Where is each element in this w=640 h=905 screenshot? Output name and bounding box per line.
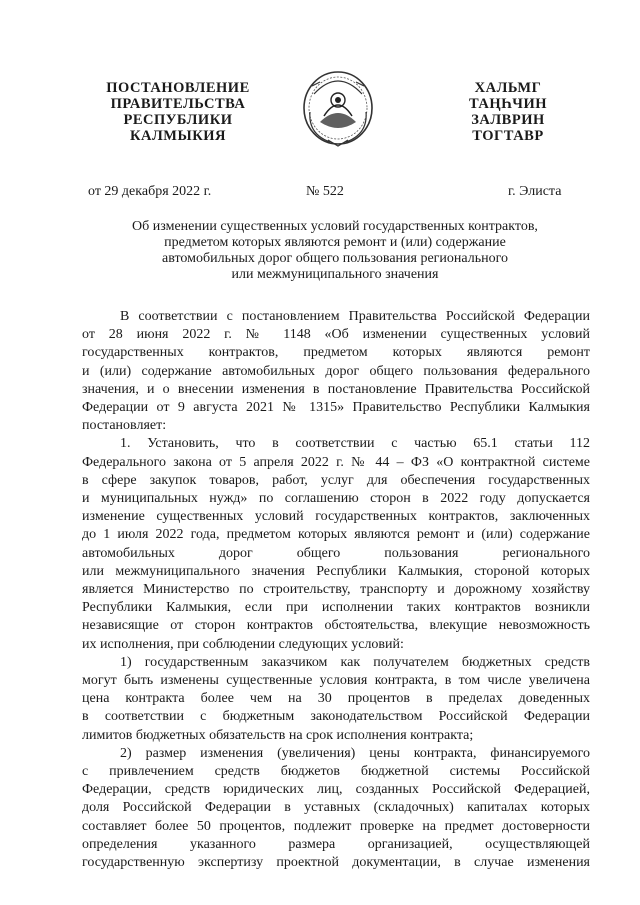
body-line: изменение существенных условий государственных контрактов, заключенных	[82, 509, 590, 525]
body-line: является Министерство по строительству, транспорту и дорожному хозяйству	[82, 582, 590, 598]
header-left-line: РЕСПУБЛИКИ	[123, 112, 233, 128]
body-line: государственных контрактов, предметом которых являются ремонт	[82, 345, 590, 361]
body-line: и муниципальных нужд» по соглашению сторон в 2022 году допускается	[82, 491, 590, 507]
body-line: определения указанного размера организацией, осуществляющей	[82, 836, 590, 852]
body-line: от 28 июня 2022 г. № 1148 «Об изменении существенных условий	[82, 327, 590, 343]
body-line: значения, и о внесении изменения в постановление Правительства Российской	[82, 381, 590, 397]
decree-body	[82, 308, 590, 872]
header-right-title	[448, 80, 568, 144]
body-line: в сфере закупок товаров, работ, услуг для обеспечения государственных	[82, 472, 590, 488]
decree-city: г. Элиста	[508, 184, 562, 199]
body-line: 1) государственным заказчиком как получателем бюджетных средств	[120, 654, 590, 670]
body-line: могут быть изменены существенные условия контракта, в том числе увеличена	[82, 673, 590, 689]
header-left-line: ПОСТАНОВЛЕНИЕ	[106, 80, 250, 96]
title-line: Об изменении существенных условий государственных контрактов,	[132, 219, 538, 234]
header-right-line: ТАҢҺЧИН	[468, 96, 548, 112]
body-line: доля Российской Федерации в уставных (складочных) капиталах которых	[82, 800, 590, 816]
body-line: 2) размер изменения (увеличения) цены контракта, финансируемого	[120, 745, 590, 761]
header-left-line: КАЛМЫКИЯ	[130, 128, 226, 144]
body-line: Республики Калмыкия, если при исполнении таких контрактов возникли	[82, 600, 590, 616]
title-line: автомобильных дорог общего пользования регионального	[162, 251, 508, 266]
title-line: или межмуниципального значения	[231, 267, 439, 282]
decree-number: № 522	[306, 184, 344, 199]
body-line: государственную экспертизу проектной документации, в случае изменения	[82, 855, 590, 871]
body-line: Федерации, средств юридических лиц, созданных Российской Федерацией,	[82, 782, 590, 798]
body-line: независящие от сторон контрактов обстоятельства, влекущие невозможность	[82, 618, 590, 634]
body-line: в соответствии с бюджетным законодательством Российской Федерации	[82, 709, 590, 725]
body-line: лимитов бюджетных обязательств на срок исполнения контракта;	[82, 727, 474, 743]
decree-date: от 29 декабря 2022 г.	[88, 184, 212, 199]
kalmykia-coat-of-arms-icon	[300, 64, 376, 148]
body-line: Федерации от 9 августа 2021 № 1315» Правительство Республики Калмыкия	[82, 400, 590, 416]
header-right-line: ТОГТАВР	[472, 128, 544, 144]
body-line: с привлечением средств бюджетов бюджетной системы Российской	[82, 764, 590, 780]
body-line: Федерального закона от 5 апреля 2022 г. № 44 – ФЗ «О контрактной системе	[82, 454, 590, 470]
body-line: цена контракта более чем на 30 процентов в пределах доведенных	[82, 691, 590, 707]
header-right-line: ХАЛЬМГ	[474, 80, 542, 96]
header-right-line: ЗАЛВРИН	[471, 112, 545, 128]
body-line: и (или) содержание автомобильных дорог общего пользования федерального	[82, 363, 590, 379]
body-line: постановляет:	[82, 418, 167, 434]
body-line: 1. Установить, что в соответствии с частью 65.1 статьи 112	[120, 436, 590, 452]
body-line: В соответствии с постановлением Правительства Российской Федерации	[120, 309, 590, 324]
body-line: их исполнения, при соблюдении следующих условий:	[82, 636, 404, 652]
body-line: составляет более 50 процентов, подлежит проверке на предмет достоверности	[82, 818, 590, 834]
header-left-title	[88, 80, 268, 144]
header-left-line: ПРАВИТЕЛЬСТВА	[110, 96, 246, 112]
decree-title	[100, 219, 570, 283]
body-line: до 1 июля 2022 года, предметом которых являются ремонт и (или) содержание	[82, 527, 590, 543]
body-line: автомобильных дорог общего пользования регионального	[82, 545, 590, 561]
body-line: или межмуниципального значения Республики Калмыкия, стороной которых	[82, 563, 590, 579]
title-line: предметом которых являются ремонт и (или) содержание	[164, 235, 506, 250]
